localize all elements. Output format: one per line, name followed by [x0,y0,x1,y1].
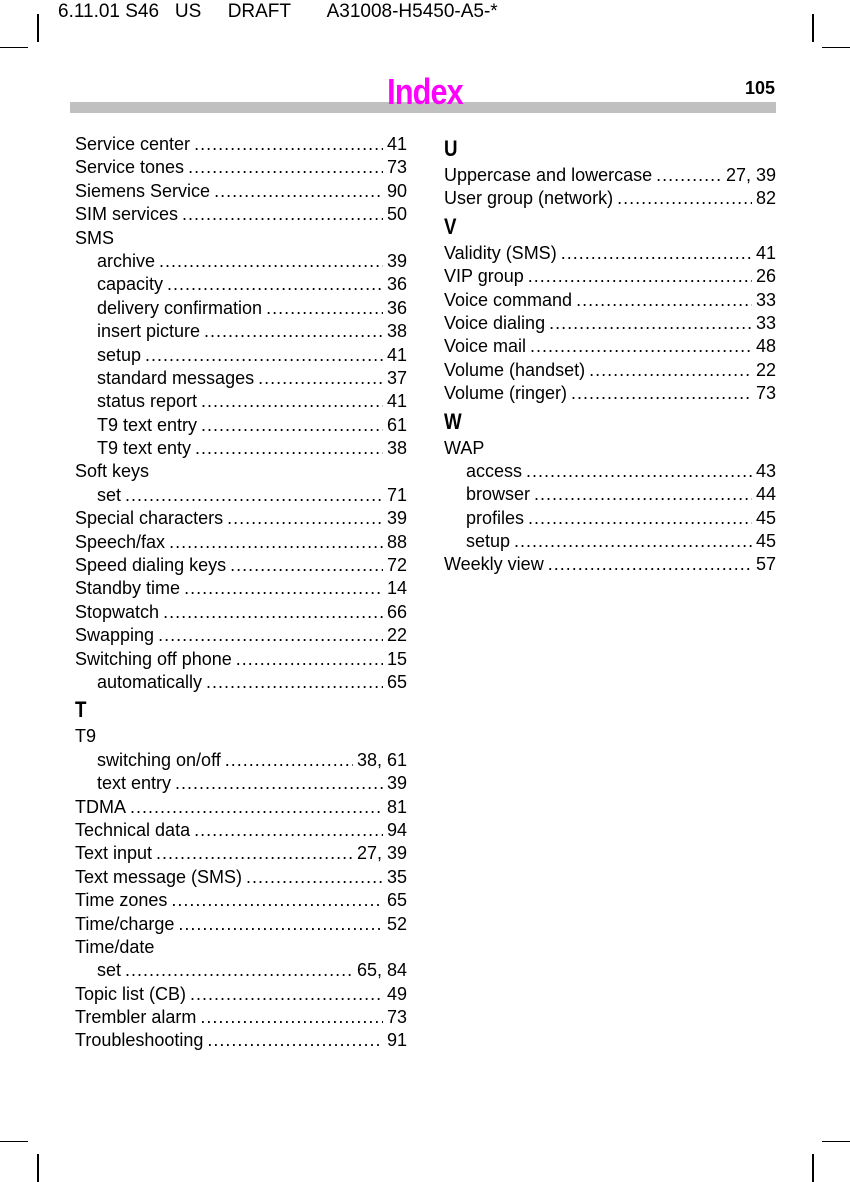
entry-label: profiles [466,507,525,528]
entry-page-number: 41 [386,344,407,365]
entry-label: Voice dialing [444,312,546,333]
index-entry [444,289,776,312]
dot-leader [204,320,383,343]
entry-label: T9 text entry [97,414,198,435]
dot-leader [534,483,752,506]
crop-mark-br-h [822,1141,850,1142]
entry-label: standard messages [97,367,255,388]
dot-leader [182,203,383,226]
entry-page-number: 94 [386,819,407,840]
entry-page-number: 22 [755,359,776,380]
dot-leader [178,913,383,936]
entry-label: delivery confirmation [97,297,263,318]
entry-label: text entry [97,773,172,794]
entry-page-number: 41 [386,391,407,412]
dot-leader [145,344,383,367]
entry-label: Special characters [75,508,224,529]
entry-page-number: 43 [755,460,776,481]
entry-label: User group (network) [444,188,614,209]
entry-label: WAP [444,437,485,458]
entry-label: Text input [75,843,153,864]
index-subentry [75,250,407,273]
entry-page-number: 37 [386,367,407,388]
entry-label: SMS [75,227,115,248]
dot-leader [190,983,383,1006]
entry-label: Trembler alarm [75,1007,197,1028]
index-subentry [75,367,407,390]
entry-page-number: 72 [386,555,407,576]
index-entry [75,913,407,936]
index-entry [444,437,776,460]
index-subentry [444,530,776,553]
index-entry [75,866,407,889]
dot-leader [230,554,383,577]
entry-label: Time/charge [75,913,175,934]
entry-label: Troubleshooting [75,1030,204,1051]
crop-mark-bl-v [37,1154,39,1182]
entry-label: Uppercase and lowercase [444,165,653,185]
index-entry [75,227,407,250]
index-subentry [75,414,407,437]
index-entry [75,180,407,203]
dot-leader [576,289,752,312]
index-entry [444,382,776,405]
dot-leader [167,273,383,296]
crop-mark-tr-h [822,47,850,48]
entry-page-number: 14 [386,578,407,599]
index-entry [75,1006,407,1029]
index-subentry [75,671,407,694]
entry-page-number: 38, 61 [356,749,407,770]
dot-leader [159,250,383,273]
index-entry [75,601,407,624]
index-entry [75,889,407,912]
index-letter-heading: T [75,697,87,723]
page-number: 105 [744,78,775,98]
index-entry [75,648,407,671]
index-column-right [444,133,776,577]
dot-leader [589,359,752,382]
index-subentry [75,484,407,507]
entry-label: insert picture [97,321,201,342]
entry-label: Standby time [75,578,181,599]
dot-leader [236,648,383,671]
index-subentry [75,749,407,772]
index-entry [75,936,407,959]
entry-page-number: 82 [755,188,776,209]
dot-leader [163,601,383,624]
entry-label: Voice command [444,289,573,310]
crop-mark-tl-h [0,47,28,48]
entry-label: Voice mail [444,336,527,357]
index-column-left [75,133,407,1053]
entry-label: automatically [97,671,203,692]
index-entry [444,359,776,382]
index-entry [75,983,407,1006]
entry-label: access [466,460,523,481]
index-subentry [444,483,776,506]
dot-leader [246,866,383,889]
dot-leader [548,553,752,576]
index-subentry [75,772,407,795]
entry-label: switching on/off [97,749,221,770]
entry-page-number: 88 [386,531,407,552]
index-entry [75,819,407,842]
entry-label: Time zones [75,890,168,911]
index-subentry [75,390,407,413]
entry-page-number: 45 [755,531,776,552]
entry-label: status report [97,391,198,412]
dot-leader [194,133,383,156]
entry-page-number: 39 [386,508,407,529]
dot-leader [158,624,383,647]
entry-label: TDMA [75,796,126,817]
draft-header: 6.11.01 S46 US DRAFT A31008-H5450-A5-* [58,1,498,22]
entry-label: Soft keys [75,461,150,482]
entry-page-number: 65 [386,890,407,911]
entry-page-number: 49 [386,983,407,1004]
index-letter-heading: W [444,408,462,434]
dot-leader [207,1029,383,1052]
entry-page-number: 22 [386,625,407,646]
dot-leader [156,842,353,865]
dot-leader [656,164,722,187]
index-entry [444,265,776,288]
entry-page-number: 41 [386,134,407,154]
entry-label: Text message (SMS) [75,866,243,887]
crop-mark-tr-v [812,14,814,42]
entry-label: Service center [75,134,191,154]
index-entry [444,335,776,358]
index-entry [75,156,407,179]
entry-label: Time/date [75,936,155,957]
entry-label: VIP group [444,266,524,287]
entry-page-number: 39 [386,773,407,794]
entry-label: Service tones [75,157,185,178]
index-subentry [75,344,407,367]
entry-page-number: 48 [755,336,776,357]
index-letter-heading: V [444,213,457,239]
entry-label: Switching off phone [75,648,232,669]
entry-page-number: 73 [755,383,776,404]
dot-leader [194,819,383,842]
entry-label: Swapping [75,625,155,646]
index-subentry [75,297,407,320]
entry-page-number: 52 [386,913,407,934]
entry-label: Topic list (CB) [75,983,187,1004]
entry-page-number: 45 [755,507,776,528]
entry-label: Siemens Service [75,180,211,201]
dot-leader [571,382,752,405]
dot-leader [171,889,383,912]
index-subentry [75,320,407,343]
dot-leader [214,180,383,203]
index-entry [75,460,407,483]
dot-leader [561,242,752,265]
entry-page-number: 50 [386,204,407,225]
dot-leader [206,671,383,694]
dot-leader [227,507,383,530]
entry-label: capacity [97,274,164,295]
entry-page-number: 39 [386,250,407,271]
entry-page-number: 26 [755,266,776,287]
index-entry [75,842,407,865]
dot-leader [617,187,752,210]
entry-label: setup [97,344,142,365]
entry-label: Technical data [75,819,191,840]
entry-page-number: 73 [386,157,407,178]
index-subentry [444,460,776,483]
entry-label: Stopwatch [75,601,160,622]
crop-mark-tl-v [37,14,39,42]
entry-page-number: 33 [755,312,776,333]
index-entry [75,796,407,819]
dot-leader [514,530,752,553]
dot-leader [201,390,383,413]
entry-page-number: 36 [386,274,407,295]
entry-page-number: 35 [386,866,407,887]
dot-leader [530,335,752,358]
entry-label: Weekly view [444,554,544,575]
entry-page-number: 65 [386,671,407,692]
entry-page-number: 81 [386,796,407,817]
dot-leader [175,772,383,795]
entry-page-number: 90 [386,180,407,201]
dot-leader [200,1006,383,1029]
entry-label: Volume (ringer) [444,383,568,404]
entry-page-number: 33 [755,289,776,310]
dot-leader [130,796,383,819]
index-entry [75,531,407,554]
entry-page-number: 73 [386,1007,407,1028]
dot-leader [528,265,752,288]
dot-leader [266,297,383,320]
entry-page-number: 27, 39 [725,165,776,185]
index-entry [75,133,407,156]
entry-page-number: 91 [386,1030,407,1051]
dot-leader [125,484,383,507]
entry-page-number: 15 [386,648,407,669]
dot-leader [549,312,752,335]
entry-page-number: 57 [755,554,776,575]
entry-page-number: 38 [386,321,407,342]
dot-leader [258,367,383,390]
entry-page-number: 38 [386,438,407,459]
dot-leader [169,531,383,554]
dot-leader [188,156,383,179]
entry-page-number: 36 [386,297,407,318]
index-entry [444,312,776,335]
dot-leader [528,507,752,530]
entry-label: set [97,960,122,981]
entry-label: Speed dialing keys [75,555,227,576]
entry-page-number: 71 [386,484,407,505]
crop-mark-bl-h [0,1141,28,1142]
entry-label: Validity (SMS) [444,242,557,263]
index-entry [444,164,776,187]
dot-leader [184,577,383,600]
entry-label: T9 text enty [97,438,192,459]
index-entry [75,725,407,748]
page-title: Index [387,71,463,112]
dot-leader [201,414,383,437]
entry-page-number: 44 [755,484,776,505]
dot-leader [195,437,383,460]
entry-label: T9 [75,726,97,747]
index-subentry [75,273,407,296]
index-entry [444,187,776,210]
entry-page-number: 27, 39 [356,843,407,864]
entry-label: browser [466,484,531,505]
index-subentry [75,437,407,460]
entry-label: setup [466,531,511,552]
dot-leader [225,749,353,772]
entry-page-number: 66 [386,601,407,622]
index-entry [75,1029,407,1052]
dot-leader [526,460,752,483]
entry-page-number: 61 [386,414,407,435]
index-entry [75,203,407,226]
entry-label: archive [97,250,156,271]
index-entry [75,507,407,530]
index-entry [75,624,407,647]
index-letter-heading: U [444,136,458,161]
entry-label: Speech/fax [75,531,166,552]
entry-page-number: 41 [755,242,776,263]
entry-label: Volume (handset) [444,359,586,380]
entry-label: SIM services [75,204,179,225]
index-entry [75,577,407,600]
entry-page-number: 65, 84 [356,960,407,981]
index-subentry [444,507,776,530]
index-subentry [75,959,407,982]
crop-mark-br-v [812,1154,814,1182]
dot-leader [125,959,353,982]
entry-label: set [97,484,122,505]
index-entry [444,553,776,576]
index-entry [75,554,407,577]
index-entry [444,242,776,265]
